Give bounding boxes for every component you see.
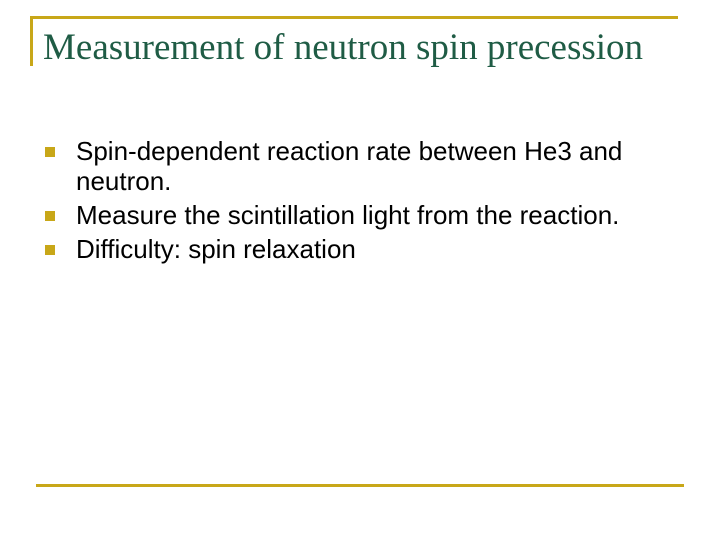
- square-bullet-icon: [45, 245, 55, 255]
- square-bullet-icon: [45, 147, 55, 157]
- slide-title: Measurement of neutron spin precession: [43, 27, 644, 68]
- bullet-list: [45, 136, 665, 268]
- bullet-item: [45, 136, 665, 196]
- square-bullet-icon: [45, 211, 55, 221]
- frame-bottom-line: [36, 484, 684, 487]
- bullet-text: Difficulty: spin relaxation: [76, 234, 356, 264]
- bullet-item: [45, 234, 665, 264]
- frame-left-line: [30, 16, 33, 66]
- bullet-text: Measure the scintillation light from the reaction.: [76, 200, 620, 230]
- frame-top-line: [30, 16, 678, 19]
- bullet-text: Spin-dependent reaction rate between He3 and neutron.: [76, 136, 623, 196]
- bullet-item: [45, 200, 665, 230]
